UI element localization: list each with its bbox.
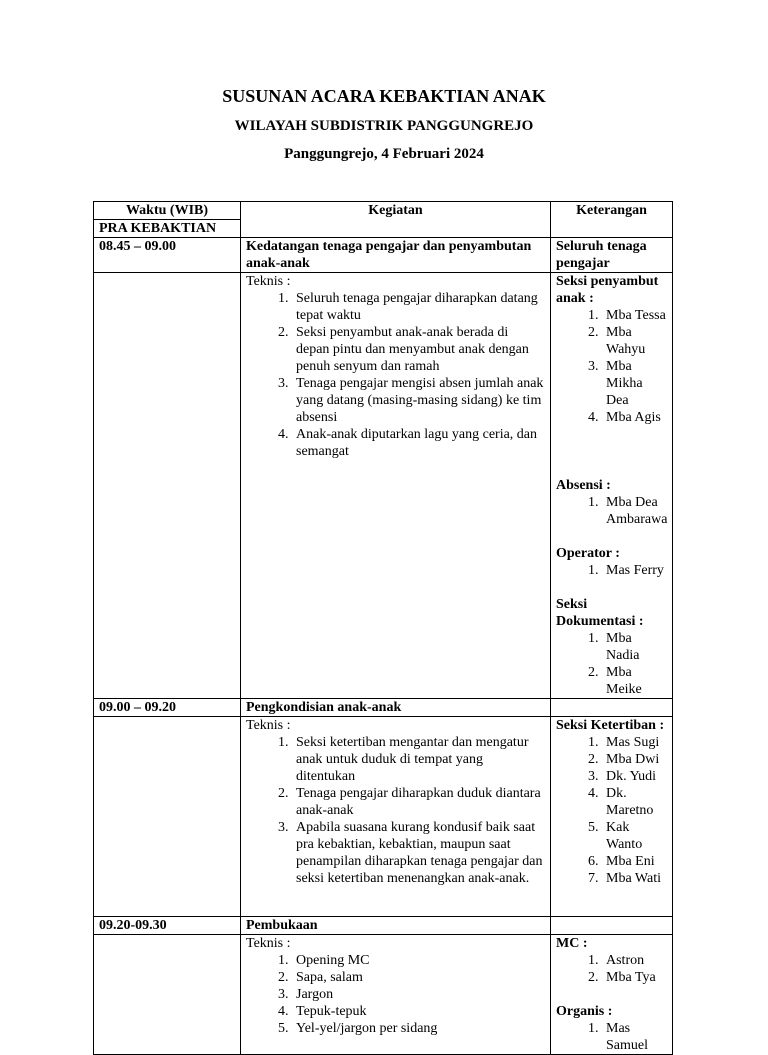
row-activity: Pembukaan (241, 917, 551, 935)
row-note (551, 917, 673, 935)
group-members (556, 952, 667, 986)
group-title: Organis : (556, 1004, 613, 1019)
group-member: 1. Mas Sugi (602, 734, 667, 751)
row-assignments (551, 717, 673, 917)
group-member: 3. Dk. Yudi (602, 768, 667, 785)
teknis-item: 4. Tepuk-tepuk (292, 1003, 545, 1020)
teknis-list (246, 734, 545, 887)
table-row (94, 699, 673, 717)
group-member: 3. Mba Mikha Dea (602, 358, 667, 409)
group-title: Absensi : (556, 478, 611, 493)
teknis-label: Teknis : (246, 718, 291, 733)
row-teknis (241, 717, 551, 917)
document-dateline: Panggungrejo, 4 Februari 2024 (284, 146, 484, 162)
teknis-item: 2. Seksi penyambut anak-anak berada di depan pintu dan menyambut anak dengan penuh senyum dan ramah (292, 324, 545, 375)
teknis-label: Teknis : (246, 936, 291, 951)
group-members (556, 562, 667, 579)
row-note (551, 699, 673, 717)
row-teknis (241, 273, 551, 699)
column-header-activity: Kegiatan (241, 202, 551, 238)
row-time: 08.45 – 09.00 (94, 238, 241, 273)
row-assignments (551, 935, 673, 1055)
teknis-item: 1. Opening MC (292, 952, 545, 969)
group-member: 7. Mba Wati (602, 870, 667, 887)
teknis-item: 1. Seluruh tenaga pengajar diharapkan datang tepat waktu (292, 290, 545, 324)
group-member: 4. Dk. Maretno (602, 785, 667, 819)
group-member: 5. Kak Wanto (602, 819, 667, 853)
group-members (556, 734, 667, 887)
group-member: 1. Mas Samuel (602, 1020, 667, 1054)
row-note: Seluruh tenaga pengajar (551, 238, 673, 273)
group-title: Seksi Ketertiban : (556, 718, 665, 733)
row-time-blank (94, 273, 241, 699)
row-activity: Kedatangan tenaga pengajar dan penyambutan anak-anak (241, 238, 551, 273)
document-title: SUSUNAN ACARA KEBAKTIAN ANAK (222, 86, 546, 106)
section-label: PRA KEBAKTIAN (94, 220, 241, 238)
group-member: 1. Mas Ferry (602, 562, 667, 579)
row-time-blank (94, 935, 241, 1055)
group-member: 6. Mba Eni (602, 853, 667, 870)
teknis-item: 3. Tenaga pengajar mengisi absen jumlah anak yang datang (masing-masing sidang) ke tim absensi (292, 375, 545, 426)
row-activity: Pengkondisian anak-anak (241, 699, 551, 717)
group-members (556, 1020, 667, 1054)
table-row-detail (94, 935, 673, 1055)
group-member: 2. Mba Wahyu (602, 324, 667, 358)
group-title: MC : (556, 936, 588, 951)
group-member: 1. Mba Nadia (602, 630, 667, 664)
teknis-item: 5. Yel-yel/jargon per sidang (292, 1020, 545, 1037)
group-title: Seksi penyambut anak : (556, 274, 659, 306)
group-member: 2. Mba Tya (602, 969, 667, 986)
group-member: 1. Mba Tessa (602, 307, 667, 324)
teknis-list (246, 952, 545, 1037)
teknis-item: 2. Tenaga pengajar diharapkan duduk diantara anak-anak (292, 785, 545, 819)
teknis-item: 3. Jargon (292, 986, 545, 1003)
table-row (94, 238, 673, 273)
teknis-item: 1. Seksi ketertiban mengantar dan mengatur anak untuk duduk di tempat yang ditentukan (292, 734, 545, 785)
group-title: Operator : (556, 546, 620, 561)
table-header-row (94, 202, 673, 220)
teknis-label: Teknis : (246, 274, 291, 289)
table-row-detail (94, 717, 673, 917)
document-subtitle: WILAYAH SUBDISTRIK PANGGUNGREJO (234, 118, 534, 134)
column-header-time: Waktu (WIB) (94, 202, 241, 220)
table-row (94, 917, 673, 935)
group-members (556, 630, 667, 698)
group-member: 4. Mba Agis (602, 409, 667, 426)
group-title: Seksi Dokumentasi : (556, 597, 644, 629)
column-header-notes: Keterangan (551, 202, 673, 238)
group-member: 2. Mba Dwi (602, 751, 667, 768)
row-teknis (241, 935, 551, 1055)
group-member: 1. Astron (602, 952, 667, 969)
row-time-blank (94, 717, 241, 917)
row-time: 09.00 – 09.20 (94, 699, 241, 717)
group-members (556, 307, 667, 426)
group-member: 2. Mba Meike (602, 664, 667, 698)
group-members (556, 494, 667, 528)
row-assignments (551, 273, 673, 699)
schedule-table (93, 201, 673, 1055)
table-row-detail (94, 273, 673, 699)
teknis-item: 3. Apabila suasana kurang kondusif baik saat pra kebaktian, kebaktian, maupun saat penampilan diharapkan tenaga pengajar dan seksi ketertiban menenangkan anak-anak. (292, 819, 545, 887)
teknis-item: 2. Sapa, salam (292, 969, 545, 986)
group-member: 1. Mba Dea Ambarawa (602, 494, 667, 528)
teknis-list (246, 290, 545, 460)
teknis-item: 4. Anak-anak diputarkan lagu yang ceria, dan semangat (292, 426, 545, 460)
row-time: 09.20-09.30 (94, 917, 241, 935)
